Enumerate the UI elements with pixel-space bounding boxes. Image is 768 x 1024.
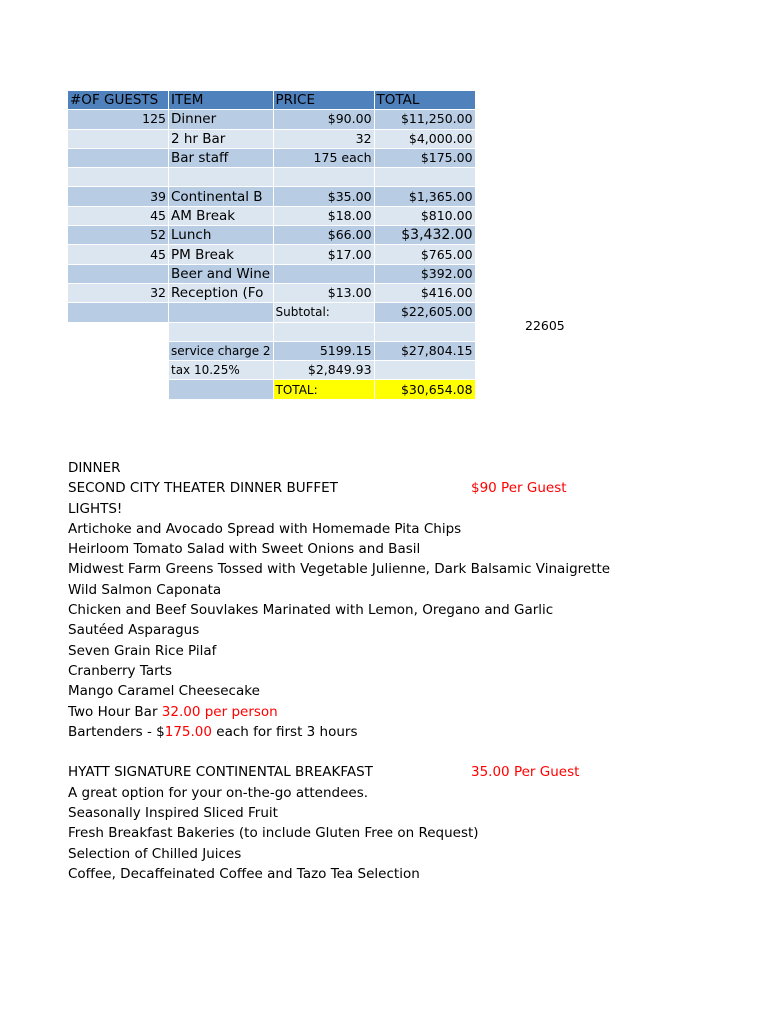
empty-cell <box>68 341 169 360</box>
dinner-heading: DINNER <box>68 460 121 476</box>
empty-cell <box>169 380 274 399</box>
item-cell: 2 hr Bar <box>169 129 274 148</box>
menu-item: Seasonally Inspired Sliced Fruit <box>68 805 278 822</box>
dinner-buffet-title: SECOND CITY THEATER DINNER BUFFET <box>68 480 338 497</box>
table-row <box>68 187 476 206</box>
table-header-row <box>68 91 476 110</box>
bar-label: Two Hour Bar <box>68 703 162 720</box>
menu-item: Seven Grain Rice Pilaf <box>68 642 217 659</box>
empty-cell <box>169 303 274 322</box>
total-cell <box>374 168 475 187</box>
price-cell: 175 each <box>273 148 374 167</box>
total-cell: $810.00 <box>374 206 475 225</box>
service-charge-total: $27,804.15 <box>374 341 475 360</box>
service-charge-amount: 5199.15 <box>273 341 374 360</box>
guests-cell: 39 <box>68 187 169 206</box>
menu-item: Coffee, Decaffeinated Coffee and Tazo Tea Selection <box>68 865 420 882</box>
guests-cell: 52 <box>68 226 169 245</box>
table-row <box>68 129 476 148</box>
subtotal-label: Subtotal: <box>273 303 374 322</box>
subtotal-row <box>68 303 476 322</box>
breakfast-title: HYATT SIGNATURE CONTINENTAL BREAKFAST <box>68 764 373 781</box>
cost-spreadsheet <box>67 90 476 400</box>
item-cell: Continental B <box>169 187 274 206</box>
item-cell: Dinner <box>169 110 274 129</box>
header-price: PRICE <box>273 91 374 110</box>
price-cell: 32 <box>273 129 374 148</box>
total-cell: $416.00 <box>374 283 475 302</box>
breakfast-title-line <box>68 762 610 782</box>
menu-item: Mango Caramel Cheesecake <box>68 683 260 700</box>
table-row <box>68 226 476 245</box>
menu-item: Sautéed Asparagus <box>68 622 200 639</box>
table-row <box>68 168 476 187</box>
grand-total-label: TOTAL: <box>273 380 374 399</box>
price-cell: $13.00 <box>273 283 374 302</box>
price-cell: $90.00 <box>273 110 374 129</box>
empty-cell <box>68 361 169 380</box>
bartenders-prefix: Bartenders - $ <box>68 723 165 740</box>
item-cell: Lunch <box>169 226 274 245</box>
guests-cell: 45 <box>68 206 169 225</box>
price-cell: $35.00 <box>273 187 374 206</box>
bartenders-line <box>68 722 610 742</box>
menu-item: Cranberry Tarts <box>68 662 172 679</box>
grand-total-value: $30,654.08 <box>374 380 475 399</box>
empty-cell <box>68 322 169 341</box>
table-row <box>68 148 476 167</box>
table-row <box>68 110 476 129</box>
table-row <box>68 206 476 225</box>
item-cell: Reception (Fo <box>169 283 274 302</box>
tax-amount: $2,849.93 <box>273 361 374 380</box>
menu-item: Heirloom Tomato Salad with Sweet Onions and Basil <box>68 541 421 558</box>
subtotal-plain-value: 22605 <box>525 318 565 333</box>
service-charge-label: service charge 2 <box>169 341 274 360</box>
menu-item: Artichoke and Avocado Spread with Homemade Pita Chips <box>68 520 462 537</box>
bartenders-suffix: each for first 3 hours <box>212 723 358 740</box>
header-guests: #OF GUESTS <box>68 91 169 110</box>
grand-total-row <box>68 380 476 399</box>
service-charge-row <box>68 341 476 360</box>
price-cell <box>273 264 374 283</box>
item-cell: Bar staff <box>169 148 274 167</box>
empty-cell <box>68 303 169 322</box>
header-item: ITEM <box>169 91 274 110</box>
blank-line <box>68 742 610 762</box>
tax-row <box>68 361 476 380</box>
dinner-buffet-line <box>68 478 610 498</box>
bar-price: 32.00 per person <box>161 703 278 720</box>
guests-cell: 125 <box>68 110 169 129</box>
header-total: TOTAL <box>374 91 475 110</box>
menu-description <box>68 458 610 884</box>
total-cell: $4,000.00 <box>374 129 475 148</box>
empty-cell <box>273 322 374 341</box>
table-row <box>68 245 476 264</box>
empty-cell <box>374 322 475 341</box>
empty-cell <box>374 361 475 380</box>
price-cell <box>273 168 374 187</box>
total-cell: $1,365.00 <box>374 187 475 206</box>
menu-item: Selection of Chilled Juices <box>68 845 242 862</box>
dinner-buffet-price: $90 Per Guest <box>471 480 567 497</box>
bar-line <box>68 702 610 722</box>
breakfast-price: 35.00 Per Guest <box>471 764 580 781</box>
menu-item: Midwest Farm Greens Tossed with Vegetable Julienne, Dark Balsamic Vinaigrette <box>68 561 611 578</box>
table-row <box>68 283 476 302</box>
empty-cell <box>169 322 274 341</box>
total-cell: $392.00 <box>374 264 475 283</box>
total-cell: $175.00 <box>374 148 475 167</box>
item-cell <box>169 168 274 187</box>
total-cell: $3,432.00 <box>374 226 475 245</box>
menu-item: A great option for your on-the-go attendees. <box>68 784 369 801</box>
guests-cell <box>68 148 169 167</box>
guests-cell: 32 <box>68 283 169 302</box>
price-cell: $18.00 <box>273 206 374 225</box>
guests-cell <box>68 264 169 283</box>
item-cell: AM Break <box>169 206 274 225</box>
table-row <box>68 264 476 283</box>
menu-item: LIGHTS! <box>68 500 123 517</box>
total-cell: $765.00 <box>374 245 475 264</box>
empty-cell <box>68 380 169 399</box>
spacer-row <box>68 322 476 341</box>
guests-cell <box>68 129 169 148</box>
menu-item: Fresh Breakfast Bakeries (to include Gluten Free on Request) <box>68 825 479 842</box>
price-cell: $17.00 <box>273 245 374 264</box>
guests-cell: 45 <box>68 245 169 264</box>
tax-label: tax 10.25% <box>169 361 274 380</box>
item-cell: PM Break <box>169 245 274 264</box>
total-cell: $11,250.00 <box>374 110 475 129</box>
menu-item: Chicken and Beef Souvlakes Marinated with Lemon, Oregano and Garlic <box>68 602 554 619</box>
subtotal-value: $22,605.00 <box>374 303 475 322</box>
price-cell: $66.00 <box>273 226 374 245</box>
menu-item: Wild Salmon Caponata <box>68 581 222 598</box>
bartenders-price: 175.00 <box>164 723 212 740</box>
item-cell: Beer and Wine <box>169 264 274 283</box>
guests-cell <box>68 168 169 187</box>
